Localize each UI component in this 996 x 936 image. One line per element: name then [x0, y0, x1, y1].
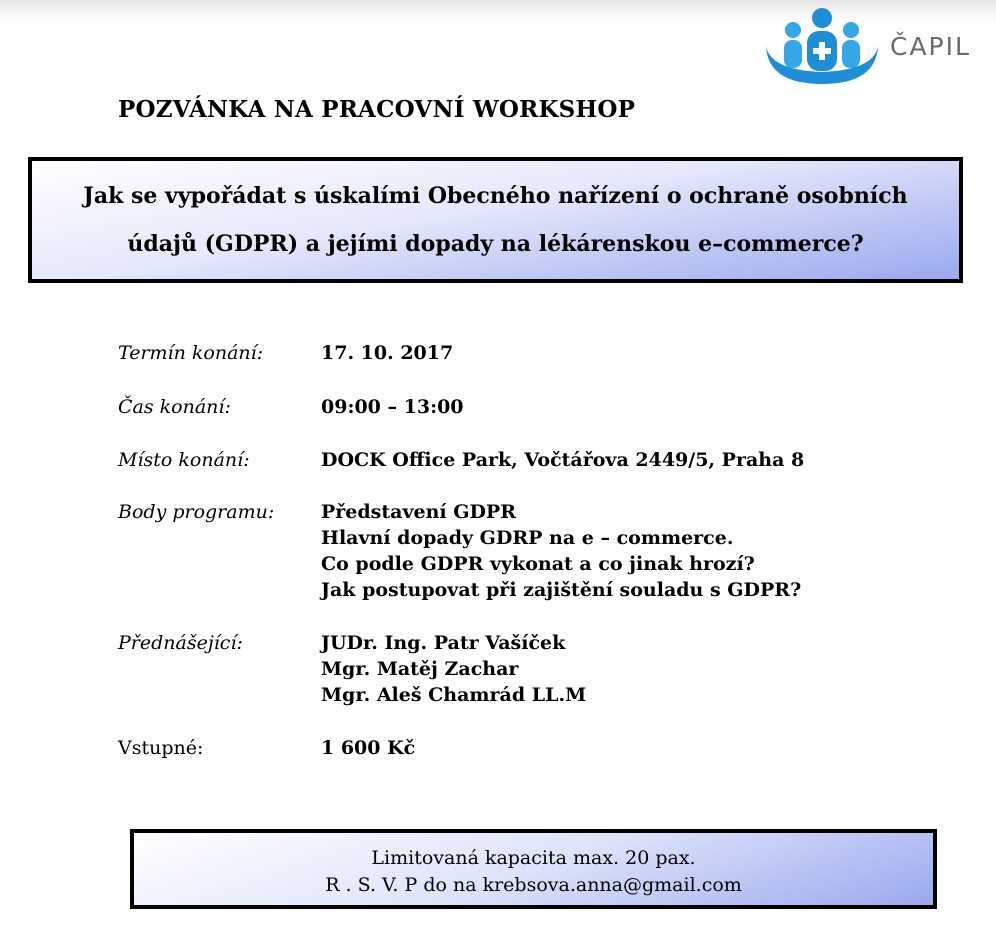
speaker-item: JUDr. Ing. Patr Vašíček: [321, 632, 566, 654]
program-item: Jak postupovat při zajištění souladu s GDPR?: [321, 579, 802, 601]
speakers-list: [321, 630, 586, 708]
program-list: [321, 499, 801, 603]
fee-label: Vstupné:: [118, 737, 204, 759]
logo-text: ČAPIL: [890, 32, 971, 61]
headline-line-2: údajů (GDPR) a jejími dopady na lékárenskou e–commerce?: [127, 231, 864, 257]
time-value: 09:00 – 13:00: [321, 396, 464, 418]
speaker-item: Mgr. Aleš Chamrád LL.M: [321, 684, 587, 706]
fee-value: 1 600 Kč: [321, 737, 416, 759]
date-value: 17. 10. 2017: [321, 342, 454, 364]
program-label: Body programu:: [118, 501, 275, 523]
headline-line-1: Jak se vypořádat s úskalími Obecného nařízení o ochraně osobních: [83, 183, 908, 209]
people-with-cross-icon: [762, 4, 886, 86]
program-item: Co podle GDPR vykonat a co jinak hrozí?: [321, 553, 755, 575]
rsvp-note: R . S. V. P do na krebsova.anna@gmail.com: [325, 874, 742, 896]
speakers-label: Přednášející:: [118, 632, 243, 654]
page-title: POZVÁNKA NA PRACOVNÍ WORKSHOP: [118, 96, 636, 123]
headline-box: [28, 157, 963, 283]
time-label: Čas konání:: [118, 396, 231, 418]
place-value: DOCK Office Park, Vočtářova 2449/5, Praha 8: [321, 449, 805, 471]
date-label: Termín konání:: [118, 342, 264, 364]
capacity-note: Limitovaná kapacita max. 20 pax.: [371, 847, 696, 869]
capil-logo: [762, 4, 982, 86]
program-item: Hlavní dopady GDRP na e – commerce.: [321, 527, 734, 549]
program-item: Představení GDPR: [321, 501, 517, 523]
place-label: Místo konání:: [118, 449, 250, 471]
rsvp-box: [130, 829, 937, 909]
speaker-item: Mgr. Matěj Zachar: [321, 658, 519, 680]
